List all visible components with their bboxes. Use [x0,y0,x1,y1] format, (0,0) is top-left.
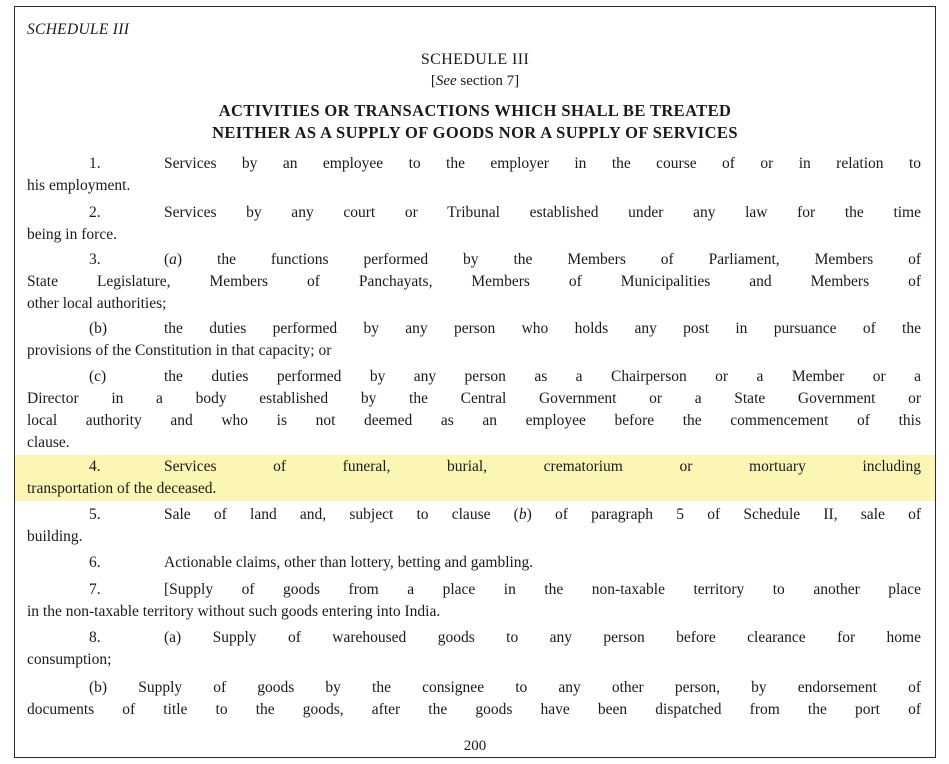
schedule-title: SCHEDULE III [420,51,530,68]
paragraph-3a-rest: ) the functions performed by the Members of Parliament, Members of [176,251,921,268]
paragraph-3b-line-1 [27,318,921,340]
paragraph-5-number: 5. [89,506,101,523]
document-page [14,6,936,758]
heading-line-2: NEITHER AS A SUPPLY OF GOODS NOR A SUPPLY OF SERVICES [212,123,738,142]
paragraph-6-number: 6. [89,554,101,571]
paragraph-1-line-2: his employment. [27,177,131,194]
page-number: 200 [463,738,487,754]
paragraph-5-pre: Sale of land and, subject to clause ( [164,506,519,523]
paragraph-3c-number: (c) [89,368,107,385]
section-reference-see: See [435,73,457,89]
paragraph-3a [27,249,921,315]
paragraph-3c-text-1: the duties performed by any person as a Chairperson or a Member or a [164,368,921,385]
paragraph-7-line-1 [27,579,921,601]
paragraph-3a-number: 3. [89,251,101,268]
paragraph-3b-text-1: the duties performed by any person who holds any post in pursuance of the [164,320,921,337]
paragraph-8b [27,677,921,721]
section-reference-open: [ [430,73,436,89]
paragraph-3a-pre: ( [164,251,170,268]
paragraph-8a [27,627,921,671]
paragraph-1-text-1: Services by an employee to the employer in the course of or in relation to [164,155,921,172]
paragraph-5-rest: ) of paragraph 5 of Schedule II, sale of [526,506,921,523]
paragraph-7 [27,579,921,623]
paragraph-6-text-1: Actionable claims, other than lottery, betting and gambling. [164,554,534,571]
paragraph-3a-line-2: State Legislature, Members of Panchayats, Members of Municipalities and Members of [27,273,921,290]
heading-line-1: ACTIVITIES OR TRANSACTIONS WHICH SHALL BE TREATED [218,101,732,120]
paragraph-3c-line-2: Director in a body established by the Central Government or a State Government or [27,390,921,407]
paragraph-5-line-2: building. [27,528,83,545]
paragraph-8a-text-1: (a) Supply of warehoused goods to any person before clearance for home [164,629,921,646]
paragraph-8b-line-1: (b) Supply of goods by the consignee to any other person, by endorsement of [89,679,921,696]
paragraph-5-italic: b [518,506,527,523]
paragraph-3b-number: (b) [89,320,108,337]
paragraph-7-number: 7. [89,581,101,598]
paragraph-2-text-1: Services by any court or Tribunal established under any law for the time [164,204,921,221]
paragraph-3c-line-1 [27,366,921,388]
paragraph-6-line-1 [27,552,921,574]
paragraph-7-line-2: in the non-taxable territory without such goods entering into India. [27,603,441,620]
section-reference-rest: section 7] [456,73,520,89]
running-head: SCHEDULE III [27,21,130,38]
paragraph-2-line-1 [27,202,921,224]
paragraph-4-number: 4. [89,458,101,475]
paragraph-3a-line-3: other local authorities; [27,295,167,312]
paragraph-2-line-2: being in force. [27,226,117,243]
paragraph-3b-line-2: provisions of the Constitution in that capacity; or [27,342,332,359]
paragraph-4-line-2: transportation of the deceased. [27,480,217,497]
paragraph-3b [27,318,921,362]
paragraph-3a-italic: a [169,251,177,268]
paragraph-4 [27,456,921,500]
paragraph-4-line-1 [27,456,921,478]
paragraph-1-number: 1. [89,155,101,172]
paragraph-3a-line-1 [27,249,921,271]
paragraph-8a-line-2: consumption; [27,651,112,668]
paragraph-5 [27,504,921,548]
paragraph-3c-line-4: clause. [27,434,70,451]
paragraph-3c-line-3: local authority and who is not deemed as an employee before the commencement of this [27,412,921,429]
paragraph-1-line-1 [27,153,921,175]
paragraph-4-text-1: Services of funeral, burial, crematorium or mortuary including [164,458,921,475]
paragraph-7-text-1: [Supply of goods from a place in the non-taxable territory to another place [164,581,921,598]
paragraph-8a-number: 8. [89,629,101,646]
paragraph-3c [27,366,921,454]
paragraph-2-number: 2. [89,204,101,221]
section-reference [15,73,935,90]
paragraph-2 [27,202,921,246]
paragraph-1 [27,153,921,197]
paragraph-8a-line-1 [27,627,921,649]
paragraph-6 [27,552,921,574]
paragraph-8b-line-2: documents of title to the goods, after the goods have been dispatched from the port of [27,701,921,718]
paragraph-5-line-1 [27,504,921,526]
